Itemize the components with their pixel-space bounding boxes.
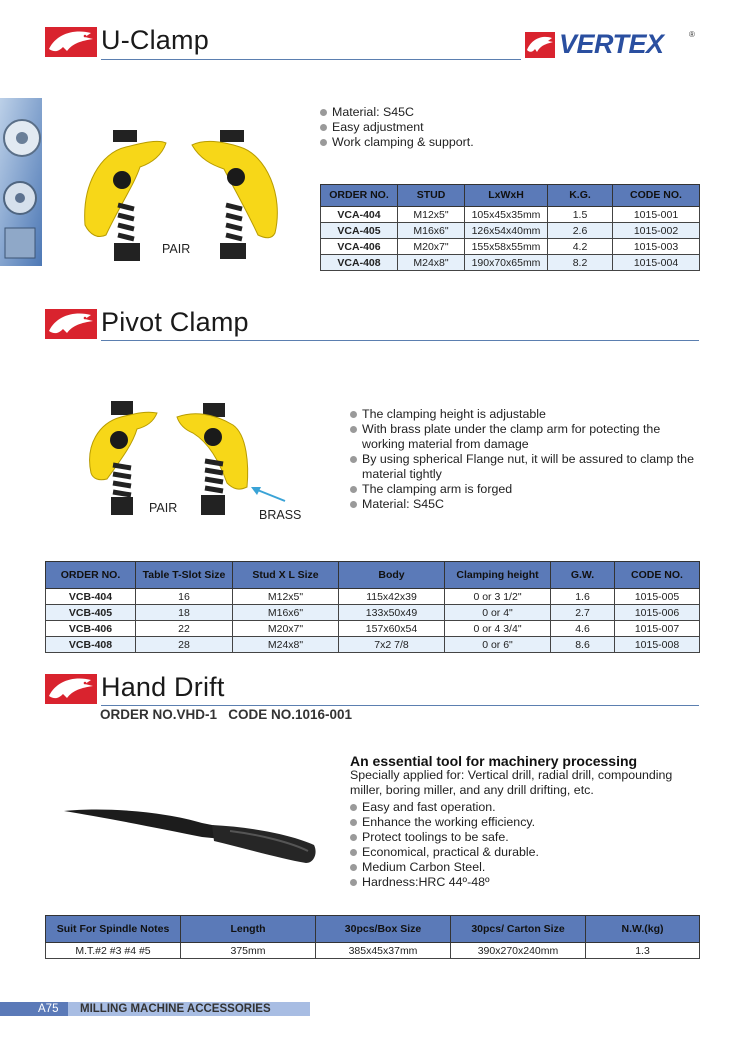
section-title-drift: Hand Drift xyxy=(101,672,225,702)
bullet-item: With brass plate under the clamp arm for potecting the working material from damage xyxy=(350,422,705,452)
table-row xyxy=(46,637,700,653)
cell: 0 or 4" xyxy=(445,605,551,621)
cell: 133x50x49 xyxy=(339,605,445,621)
cell: 2.7 xyxy=(551,605,615,621)
cell: M20x7" xyxy=(233,621,339,637)
cell: 1015-006 xyxy=(615,605,700,621)
cell: M24x8" xyxy=(398,255,465,271)
brand-eagle-icon xyxy=(525,32,555,58)
brand-logo: VERTEX xyxy=(559,29,664,59)
cell: M16x6" xyxy=(398,223,465,239)
bullet-item: The clamping arm is forged xyxy=(350,482,705,497)
col-header: K.G. xyxy=(548,185,613,207)
cell: M16x6" xyxy=(233,605,339,621)
uclamp-bullets xyxy=(320,105,720,150)
col-header: N.W.(kg) xyxy=(586,916,700,943)
drift-spec-table xyxy=(45,915,700,959)
section-title-uclamp: U-Clamp xyxy=(101,25,209,55)
cell-order-no: VCB-406 xyxy=(46,621,136,637)
cell: 375mm xyxy=(181,943,316,959)
cell: 1015-005 xyxy=(615,589,700,605)
col-header: Clamping height xyxy=(445,562,551,589)
cell: 1.5 xyxy=(548,207,613,223)
table-row xyxy=(321,207,700,223)
cell: 1015-004 xyxy=(613,255,700,271)
col-header: ORDER NO. xyxy=(321,185,398,207)
cell-order-no: VCA-404 xyxy=(321,207,398,223)
divider xyxy=(101,705,699,706)
bullet-item: Enhance the working efficiency. xyxy=(350,815,700,830)
registered-icon: ® xyxy=(689,30,695,39)
caption-pair: PAIR xyxy=(149,501,178,515)
cell: 126x54x40mm xyxy=(465,223,548,239)
cell-order-no: VCA-405 xyxy=(321,223,398,239)
cell-order-no: VCB-404 xyxy=(46,589,136,605)
cell: 16 xyxy=(136,589,233,605)
cell: 1015-001 xyxy=(613,207,700,223)
cell: 28 xyxy=(136,637,233,653)
cell: M.T.#2 #3 #4 #5 xyxy=(46,943,181,959)
drift-intro: Specially applied for: Vertical drill, radial drill, compounding miller, boring miller, and any drill drifting, etc. xyxy=(350,768,673,797)
cell: 0 or 3 1/2" xyxy=(445,589,551,605)
uclamp-spec-table xyxy=(320,184,700,271)
cell-order-no: VCB-408 xyxy=(46,637,136,653)
col-header: CODE NO. xyxy=(615,562,700,589)
cell-order-no: VCA-406 xyxy=(321,239,398,255)
cell: 1015-007 xyxy=(615,621,700,637)
cell: 4.2 xyxy=(548,239,613,255)
cell: 190x70x65mm xyxy=(465,255,548,271)
cell: 1015-003 xyxy=(613,239,700,255)
bullet-item: By using spherical Flange nut, it will be assured to clamp the material tightly xyxy=(350,452,705,482)
pivot-clamp-photo xyxy=(85,395,315,525)
bullet-item: Economical, practical & durable. xyxy=(350,845,700,860)
col-header: 30pcs/ Carton Size xyxy=(451,916,586,943)
cell-order-no: VCA-408 xyxy=(321,255,398,271)
caption-brass: BRASS xyxy=(259,508,302,522)
pivot-spec-table xyxy=(45,561,700,653)
cell: 2.6 xyxy=(548,223,613,239)
cell: 1015-008 xyxy=(615,637,700,653)
cell: 115x42x39 xyxy=(339,589,445,605)
col-header: ORDER NO. xyxy=(46,562,136,589)
cell: M20x7" xyxy=(398,239,465,255)
cell-order-no: VCB-405 xyxy=(46,605,136,621)
table-header-row xyxy=(46,562,700,589)
cell: 157x60x54 xyxy=(339,621,445,637)
cell: 1.3 xyxy=(586,943,700,959)
footer-label: MILLING MACHINE ACCESSORIES xyxy=(80,1003,271,1015)
pivot-bullets xyxy=(350,407,705,512)
cell: M24x8" xyxy=(233,637,339,653)
col-header: Suit For Spindle Notes xyxy=(46,916,181,943)
table-row xyxy=(321,223,700,239)
cell: 0 or 6" xyxy=(445,637,551,653)
col-header: LxWxH xyxy=(465,185,548,207)
cell: M12x5" xyxy=(398,207,465,223)
cell: 1015-002 xyxy=(613,223,700,239)
eagle-logo-icon xyxy=(45,309,97,339)
bullet-item: Material: S45C xyxy=(320,105,720,120)
bullet-item: Protect toolings to be safe. xyxy=(350,830,700,845)
hand-drift-photo xyxy=(62,805,320,870)
bullet-item: Easy and fast operation. xyxy=(350,800,700,815)
page-number: A75 xyxy=(38,1003,59,1015)
table-header-row xyxy=(321,185,700,207)
cell: 22 xyxy=(136,621,233,637)
table-row xyxy=(46,621,700,637)
cell: 4.6 xyxy=(551,621,615,637)
col-header: G.W. xyxy=(551,562,615,589)
drift-bullets xyxy=(350,800,700,890)
cell: 385x45x37mm xyxy=(316,943,451,959)
table-row xyxy=(321,255,700,271)
bullet-item: Easy adjustment xyxy=(320,120,720,135)
bullet-item: Work clamping & support. xyxy=(320,135,720,150)
col-header: Stud X L Size xyxy=(233,562,339,589)
cell: 18 xyxy=(136,605,233,621)
table-header-row xyxy=(46,916,700,943)
cell: 0 or 4 3/4" xyxy=(445,621,551,637)
bullet-item: The clamping height is adjustable xyxy=(350,407,705,422)
divider xyxy=(101,59,521,60)
eagle-logo-icon xyxy=(45,27,97,57)
side-photo-strip xyxy=(0,98,42,266)
col-header: STUD xyxy=(398,185,465,207)
table-row xyxy=(46,943,700,959)
cell: 390x270x240mm xyxy=(451,943,586,959)
bullet-item: Medium Carbon Steel. xyxy=(350,860,700,875)
eagle-logo-icon xyxy=(45,674,97,704)
divider xyxy=(101,340,699,341)
cell: 105x45x35mm xyxy=(465,207,548,223)
col-header: Length xyxy=(181,916,316,943)
cell: 155x58x55mm xyxy=(465,239,548,255)
table-row xyxy=(46,589,700,605)
col-header: 30pcs/Box Size xyxy=(316,916,451,943)
table-row xyxy=(46,605,700,621)
cell: 7x2 7/8 xyxy=(339,637,445,653)
order-code-line: ORDER NO.VHD-1 CODE NO.1016-001 xyxy=(100,707,353,722)
drift-headline: An essential tool for machinery processing xyxy=(350,753,638,769)
cell: M12x5" xyxy=(233,589,339,605)
caption-pair: PAIR xyxy=(162,242,191,256)
cell: 8.2 xyxy=(548,255,613,271)
col-header: Body xyxy=(339,562,445,589)
col-header: CODE NO. xyxy=(613,185,700,207)
cell: 1.6 xyxy=(551,589,615,605)
bullet-item: Hardness:HRC 44º-48º xyxy=(350,875,700,890)
section-title-pivot: Pivot Clamp xyxy=(101,307,249,337)
cell: 8.6 xyxy=(551,637,615,653)
table-row xyxy=(321,239,700,255)
bullet-item: Material: S45C xyxy=(350,497,705,512)
col-header: Table T-Slot Size xyxy=(136,562,233,589)
